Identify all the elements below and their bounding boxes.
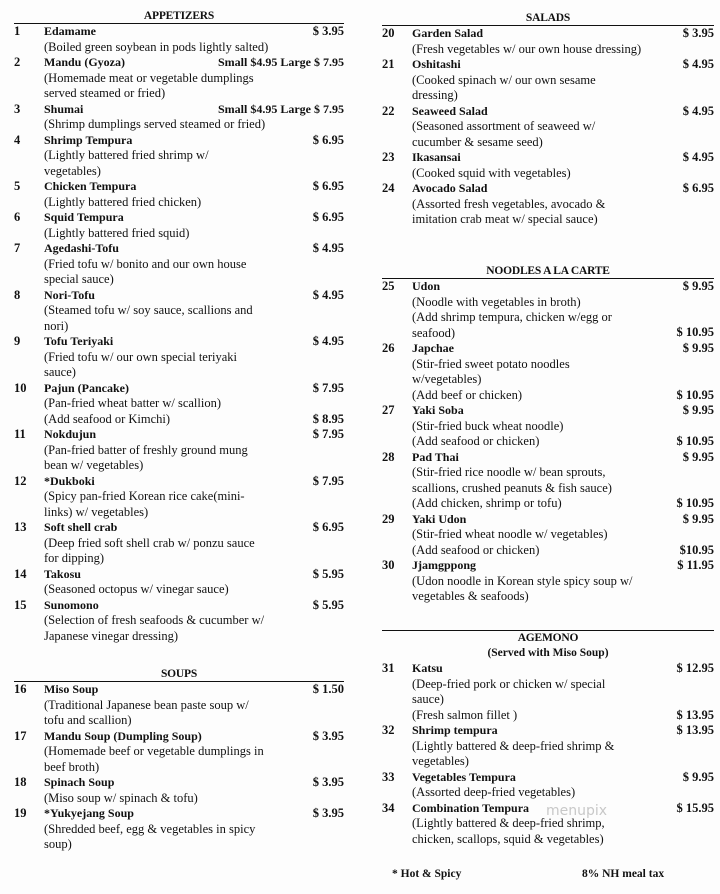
item-price: $ 4.95 <box>312 241 344 255</box>
item-number: 7 <box>14 241 21 255</box>
item-description: (Miso soup w/ spinach & tofu) <box>44 790 198 805</box>
menu-item <box>382 57 714 104</box>
item-addon: (Add seafood or chicken) <box>412 434 540 448</box>
item-number: 14 <box>14 566 27 581</box>
item-number: 19 <box>14 806 27 820</box>
item-description: (Deep fried soft shell crab w/ ponzu sauce <box>44 535 255 550</box>
item-price: $ 9.95 <box>682 403 714 417</box>
item-description: (Stir-fried wheat noodle w/ vegetables) <box>412 527 608 541</box>
item-description: (Spicy pan-fried Korean rice cake(mini- <box>44 489 245 503</box>
item-description: (Boiled green soybean in pods lightly salted) <box>44 39 269 54</box>
item-name: Avocado Salad <box>412 181 488 195</box>
item-number: 33 <box>382 769 395 784</box>
item-description: (Homemade meat or vegetable dumplings <box>44 70 254 85</box>
item-description: chicken, scallops, squid & vegetables) <box>412 831 604 846</box>
menu-item <box>14 102 344 133</box>
item-name: Squid Tempura <box>44 210 124 224</box>
item-description: served steamed or fried) <box>44 86 166 100</box>
item-description: sauce) <box>412 692 444 706</box>
item-addon: (Add chicken, shrimp or tofu) <box>412 496 562 510</box>
item-number: 23 <box>382 150 395 164</box>
menu-item <box>14 55 344 102</box>
item-description: vegetables & seafoods) <box>412 589 529 603</box>
item-price: $ 7.95 <box>312 380 344 395</box>
item-name: Japchae <box>412 341 454 355</box>
hot-spicy-note: * Hot & Spicy <box>392 868 462 880</box>
item-addon-price: $ 10.95 <box>676 434 714 448</box>
item-description: beef broth) <box>44 759 100 774</box>
item-price: $ 9.95 <box>682 769 714 784</box>
menu-item <box>14 598 344 645</box>
item-description: (Fresh vegetables w/ our own house dressing) <box>412 41 642 56</box>
item-description: (Assorted deep-fried vegetables) <box>412 785 576 799</box>
menu-item <box>14 241 344 288</box>
item-number: 22 <box>382 103 395 118</box>
menu-item <box>14 775 344 806</box>
item-number: 26 <box>382 341 395 355</box>
item-description: dressing) <box>412 88 458 102</box>
item-number: 6 <box>14 210 21 224</box>
item-number: 2 <box>14 55 21 69</box>
item-number: 10 <box>14 380 27 395</box>
item-price: $ 3.95 <box>312 24 344 38</box>
menu-item <box>382 26 714 57</box>
menu-item <box>14 210 344 241</box>
menu-item <box>382 512 714 559</box>
item-number: 13 <box>14 520 27 534</box>
item-number: 16 <box>14 682 27 696</box>
item-addon-price: $ 10.95 <box>676 387 714 402</box>
item-number: 18 <box>14 775 27 789</box>
item-name: Pad Thai <box>412 449 459 464</box>
item-name: Mandu Soup (Dumpling Soup) <box>44 728 202 743</box>
menu-item <box>14 334 344 381</box>
item-number: 21 <box>382 57 395 71</box>
soups-section <box>14 666 344 853</box>
item-name: Mandu (Gyoza) <box>44 55 125 69</box>
soups-heading: SOUPS <box>14 666 344 682</box>
item-number: 34 <box>382 800 395 815</box>
item-number: 12 <box>14 473 27 488</box>
item-description: (Shrimp dumplings served steamed or fried) <box>44 117 266 131</box>
item-price: $ 6.95 <box>312 210 344 224</box>
item-addon-price: $ 13.95 <box>676 707 714 722</box>
item-number: 29 <box>382 511 395 526</box>
item-name: Vegetables Tempura <box>412 769 516 784</box>
menu-item <box>14 729 344 776</box>
menu-item <box>382 104 714 151</box>
item-price: $ 6.95 <box>312 520 344 534</box>
noodles-section <box>382 263 714 605</box>
item-addon-price: $ 10.95 <box>676 325 714 339</box>
item-description: (Deep-fried pork or chicken w/ special <box>412 676 606 691</box>
item-addon: (Add shrimp tempura, chicken w/egg or <box>412 310 612 324</box>
item-number: 3 <box>14 101 21 116</box>
menu-item <box>14 682 344 729</box>
menu-item <box>382 403 714 450</box>
item-price: $ 9.95 <box>682 511 714 526</box>
item-description: (Stir-fried buck wheat noodle) <box>412 418 564 433</box>
item-number: 28 <box>382 449 395 464</box>
item-name: Yaki Soba <box>412 403 464 417</box>
item-description: links) w/ vegetables) <box>44 504 149 519</box>
item-name: *Yukyejang Soup <box>44 806 134 820</box>
item-number: 17 <box>14 728 27 743</box>
item-price: $ 4.95 <box>312 334 344 348</box>
item-name: Agedashi-Tofu <box>44 241 119 255</box>
item-name: Katsu <box>412 661 443 675</box>
menu-item <box>14 133 344 180</box>
item-description: sauce) <box>44 365 76 379</box>
item-price: $ 3.95 <box>312 806 344 820</box>
item-description: (Steamed tofu w/ soy sauce, scallions and <box>44 303 253 317</box>
noodles-list <box>382 279 714 605</box>
item-name: Oshitashi <box>412 57 461 71</box>
item-description: (Lightly battered & deep-fried shrimp & <box>412 738 615 753</box>
item-description: (Pan-fried batter of freshly ground mung <box>44 442 248 457</box>
item-price: $ 3.95 <box>312 728 344 743</box>
item-price: $ 13.95 <box>676 723 714 737</box>
item-number: 5 <box>14 179 21 193</box>
item-description: (Shredded beef, egg & vegetables in spicy <box>44 821 256 836</box>
item-description: (Cooked squid with vegetables) <box>412 165 571 180</box>
item-name: Soft shell crab <box>44 520 118 534</box>
item-description: vegetables) <box>44 163 101 178</box>
menu-item <box>14 520 344 567</box>
item-price: $ 6.95 <box>682 181 714 195</box>
item-price: $ 6.95 <box>312 132 344 147</box>
item-addon-price: $ 8.95 <box>312 411 344 426</box>
menu-item <box>382 723 714 770</box>
item-price: $ 4.95 <box>682 103 714 118</box>
item-name: Pajun (Pancake) <box>44 380 129 395</box>
item-description: bean w/ vegetables) <box>44 458 144 472</box>
item-description: (Lightly battered fried squid) <box>44 225 190 240</box>
menu-item <box>14 806 344 853</box>
item-description: (Udon noodle in Korean style spicy soup w/ <box>412 573 633 588</box>
item-description: (Selection of fresh seafoods & cucumber w/ <box>44 613 265 627</box>
watermark: menupix <box>546 803 608 819</box>
menu-item <box>382 150 714 181</box>
item-description: (Assorted fresh vegetables, avocado & <box>412 196 606 211</box>
item-number: 11 <box>14 427 26 441</box>
item-name: Edamame <box>44 24 96 38</box>
item-number: 24 <box>382 181 395 195</box>
salads-heading: SALADS <box>382 10 714 26</box>
item-description: cucumber & sesame seed) <box>412 134 543 149</box>
item-description: (Stir-fried rice noodle w/ bean sprouts, <box>412 465 606 479</box>
item-name: Shumai <box>44 101 84 116</box>
item-name: Shrimp tempura <box>412 723 498 737</box>
item-price: $ 6.95 <box>312 179 344 193</box>
item-description: (Seasoned octopus w/ vinegar sauce) <box>44 582 229 596</box>
salads-list <box>382 26 714 228</box>
item-number: 8 <box>14 287 21 302</box>
menu-item <box>14 24 344 55</box>
item-description: (Traditional Japanese bean paste soup w/ <box>44 697 249 712</box>
item-addon: (Fresh salmon fillet ) <box>412 707 518 722</box>
item-price: $ 7.95 <box>312 427 344 441</box>
menu-item <box>382 558 714 605</box>
item-number: 27 <box>382 403 395 417</box>
item-addon: (Add seafood or Kimchi) <box>44 411 171 426</box>
item-description: vegetables) <box>412 754 469 768</box>
menu-item <box>14 567 344 598</box>
item-description: (Cooked spinach w/ our own sesame <box>412 72 596 87</box>
item-name: Nokdujun <box>44 427 97 441</box>
item-name: Yaki Udon <box>412 511 467 526</box>
item-description: (Fried tofu w/ bonito and our own house <box>44 256 247 271</box>
item-price: $ 4.95 <box>312 287 344 302</box>
item-price: $ 3.95 <box>682 26 714 40</box>
item-price: $ 11.95 <box>677 558 714 572</box>
item-name: Seaweed Salad <box>412 103 488 118</box>
menu-item <box>14 427 344 474</box>
item-name: Combination Tempura <box>412 800 530 815</box>
item-description: special sauce) <box>44 272 114 286</box>
item-description: (Seasoned assortment of seaweed w/ <box>412 119 596 133</box>
soups-list <box>14 682 344 853</box>
item-price: $ 15.95 <box>676 800 714 815</box>
item-number: 32 <box>382 723 395 737</box>
item-number: 25 <box>382 279 395 293</box>
item-size-prices: Small $4.95 Large $ 7.95 <box>218 55 344 69</box>
item-name: Miso Soup <box>44 682 99 696</box>
menu-item <box>14 381 344 428</box>
menu-item <box>14 179 344 210</box>
item-name: Garden Salad <box>412 26 484 40</box>
item-description: (Lightly battered & deep-fried shrimp, <box>412 816 605 830</box>
item-description: nori) <box>44 318 69 333</box>
item-description: (Lightly battered fried chicken) <box>44 194 202 209</box>
item-price: $ 9.95 <box>682 279 714 293</box>
item-addon: (Add beef or chicken) <box>412 387 523 402</box>
item-number: 20 <box>382 26 395 40</box>
item-price: $ 5.95 <box>312 597 344 612</box>
item-price: $ 9.95 <box>682 449 714 464</box>
item-description: imitation crab meat w/ special sauce) <box>412 212 598 226</box>
item-name: Ikasansai <box>412 150 461 164</box>
menu-item <box>14 288 344 335</box>
salads-section <box>382 10 714 228</box>
item-name: Nori-Tofu <box>44 287 95 302</box>
item-price: $ 5.95 <box>312 566 344 581</box>
item-addon-price: $10.95 <box>679 542 714 557</box>
item-name: Tofu Teriyaki <box>44 334 114 348</box>
item-price: $ 4.95 <box>682 150 714 164</box>
item-price: $ 1.50 <box>312 682 344 696</box>
item-description: tofu and scallion) <box>44 713 132 727</box>
item-price: $ 4.95 <box>682 57 714 71</box>
item-number: 30 <box>382 558 395 572</box>
menu-item <box>382 661 714 723</box>
item-addon: seafood) <box>412 325 456 340</box>
item-description: (Stir-fried sweet potato noodles <box>412 356 570 371</box>
item-description: Japanese vinegar dressing) <box>44 628 178 643</box>
appetizers-list <box>14 24 344 644</box>
agemono-subtitle: (Served with Miso Soup) <box>487 647 609 659</box>
item-description: (Fried tofu w/ our own special teriyaki <box>44 349 238 364</box>
item-name: Chicken Tempura <box>44 179 137 193</box>
item-name: Takosu <box>44 566 81 581</box>
menu-item <box>382 181 714 228</box>
item-addon: (Add seafood or chicken) <box>412 542 540 557</box>
item-number: 4 <box>14 132 21 147</box>
menu-item <box>382 279 714 341</box>
item-name: Shrimp Tempura <box>44 132 133 147</box>
item-name: Jjamgppong <box>412 558 477 572</box>
menu-item <box>382 450 714 512</box>
appetizers-heading: APPETIZERS <box>14 8 344 24</box>
item-price: $ 9.95 <box>682 341 714 355</box>
item-name: Spinach Soup <box>44 775 115 789</box>
item-price: $ 7.95 <box>312 473 344 488</box>
item-size-prices: Small $4.95 Large $ 7.95 <box>218 101 344 116</box>
meal-tax-note: 8% NH meal tax <box>582 868 665 880</box>
item-number: 31 <box>382 661 395 675</box>
noodles-heading: NOODLES A LA CARTE <box>382 263 714 279</box>
item-number: 9 <box>14 334 21 348</box>
item-addon-price: $ 10.95 <box>676 496 714 510</box>
item-name: *Dukboki <box>44 473 95 488</box>
menu-item <box>14 474 344 521</box>
item-description: w/vegetables) <box>412 372 482 386</box>
item-number: 1 <box>14 24 21 38</box>
item-description: (Noodle with vegetables in broth) <box>412 294 581 309</box>
item-number: 15 <box>14 597 27 612</box>
item-price: $ 3.95 <box>312 775 344 789</box>
agemono-heading: AGEMONO <box>382 630 714 646</box>
appetizers-section <box>14 8 344 644</box>
item-price: $ 12.95 <box>676 661 714 675</box>
item-description: scallions, crushed peanuts & fish sauce) <box>412 480 612 495</box>
item-description: (Pan-fried wheat batter w/ scallion) <box>44 396 222 410</box>
item-description: (Homemade beef or vegetable dumplings in <box>44 744 264 758</box>
menu-item <box>382 770 714 801</box>
item-description: (Lightly battered fried shrimp w/ <box>44 148 209 162</box>
item-description: for dipping) <box>44 551 105 565</box>
item-name: Sunomono <box>44 597 99 612</box>
menu-item <box>382 341 714 403</box>
item-name: Udon <box>412 279 441 293</box>
item-description: soup) <box>44 837 72 851</box>
